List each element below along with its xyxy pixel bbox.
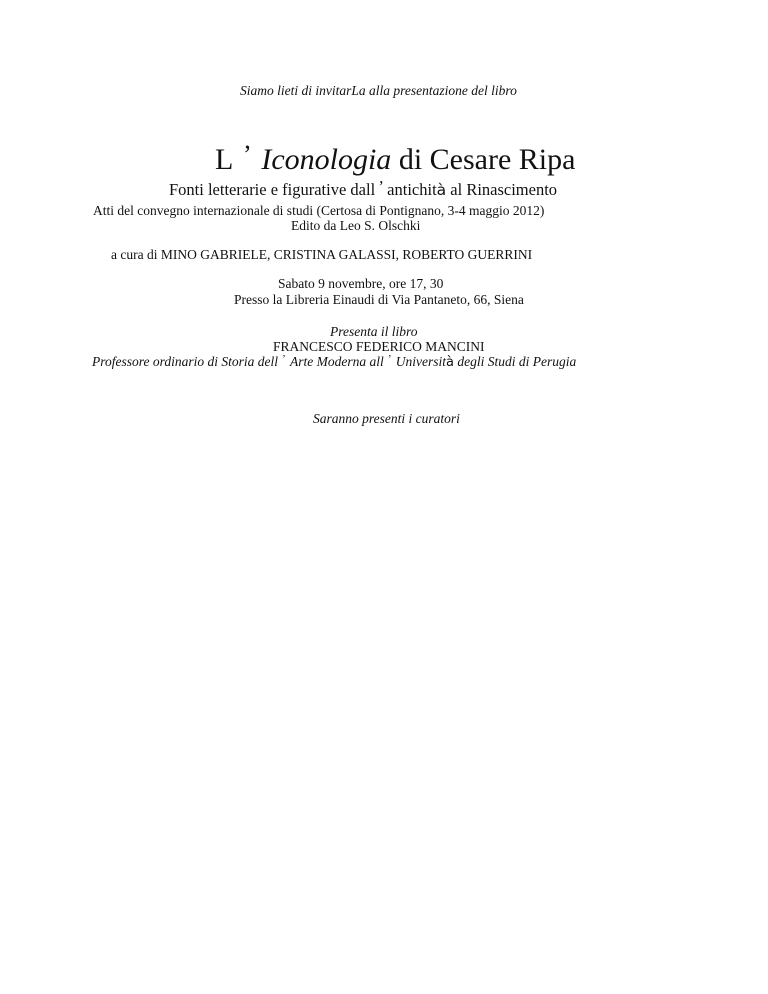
role-accent: à [446,355,454,370]
subtitle-apostrophe: ’ [378,177,384,196]
title-part1: L [215,143,234,176]
publisher-line: Edito da Leo S. Olschki [291,218,421,233]
book-subtitle [169,177,558,200]
presenter-role [92,354,576,371]
title-part2: di Cesare Ripa [391,143,576,176]
presenter-name: FRANCESCO FEDERICO MANCINI [273,339,485,354]
role-apostrophe-1: ’ [282,353,286,365]
role-apostrophe-2: ’ [387,353,392,365]
invite-line: Siamo lieti di invitarLa alla presentazione del libro [240,83,517,98]
presenta-label: Presenta il libro [330,324,418,339]
role-part1: Professore ordinario di Storia dell [92,354,279,369]
book-title [215,142,575,179]
title-apostrophe: ’ [242,140,252,169]
title-italic-word: Iconologia [261,143,392,176]
role-part4: degli Studi di Perugia [453,354,577,369]
subtitle-part2: antichit [387,180,437,199]
subtitle-part1: Fonti letterarie e figurative dall [169,180,376,199]
role-part2: Arte Moderna all [290,354,384,369]
subtitle-part3: al Rinascimento [446,180,558,199]
event-venue: Presso la Libreria Einaudi di Via Pantaneto, 66, Siena [234,292,524,307]
subtitle-accent: à [436,181,447,199]
proceedings-line: Atti del convegno internazionale di studi (Certosa di Pontignano, 3-4 maggio 2012) [93,203,545,218]
role-part3: Universit [395,354,447,369]
editors-line: a cura di MINO GABRIELE, CRISTINA GALASSI, ROBERTO GUERRINI [111,247,533,262]
curators-line: Saranno presenti i curatori [313,411,460,426]
event-date: Sabato 9 novembre, ore 17, 30 [278,276,444,291]
